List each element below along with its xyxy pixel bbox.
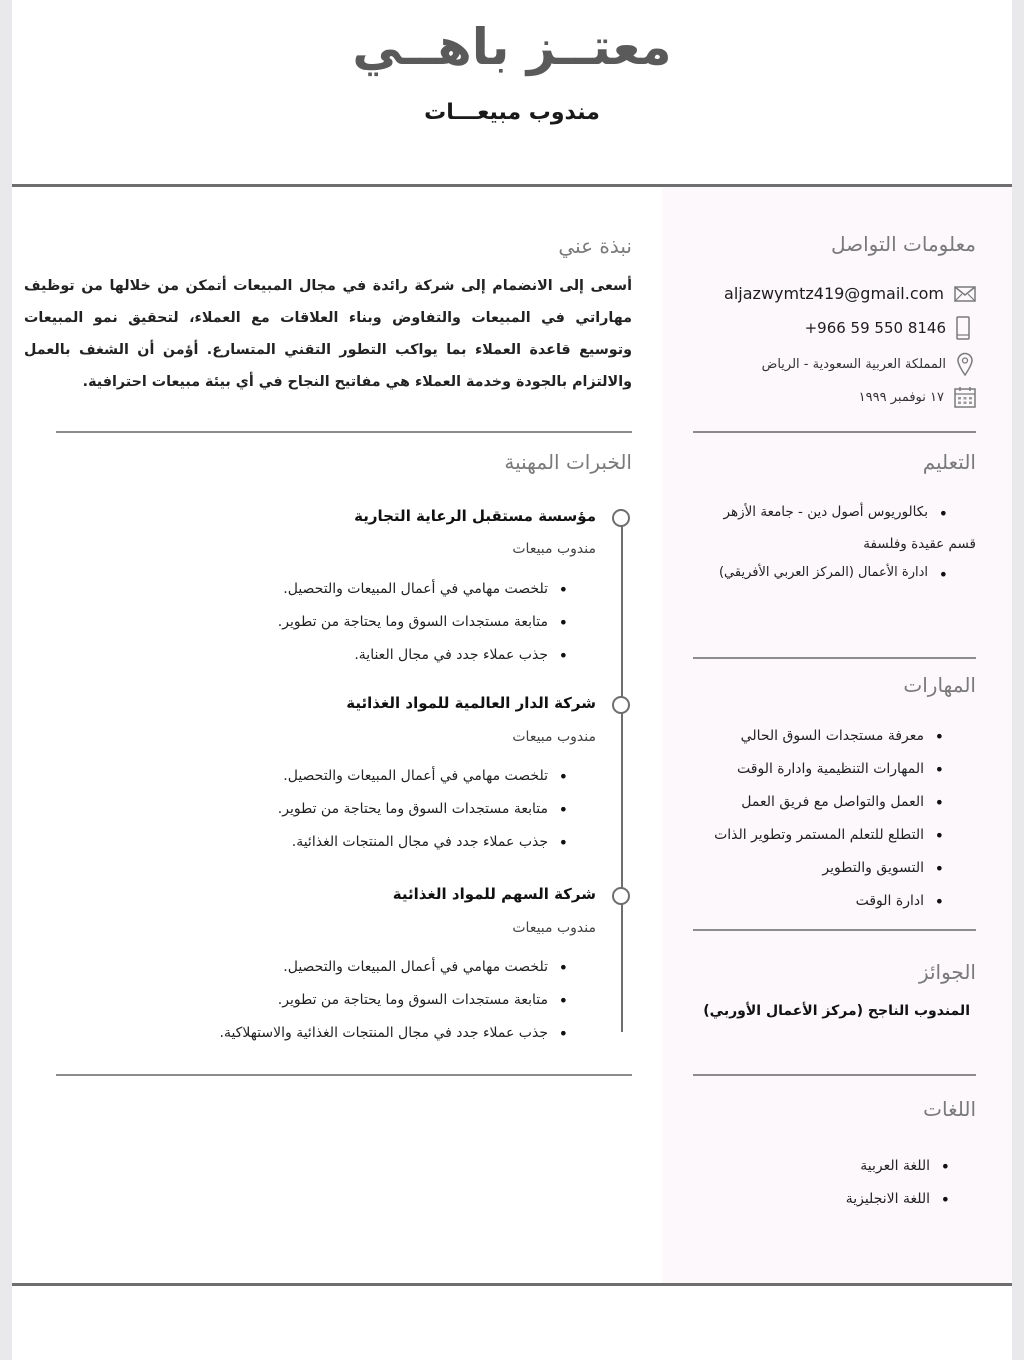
education-section-title: التعليم — [922, 450, 976, 474]
birthdate-value: ١٧ نوفمبر ١٩٩٩ — [858, 389, 944, 405]
job-duty-item: • متابعة مستجدات السوق وما يحتاجة من تطوير. — [278, 606, 574, 639]
job-duty-item: • تلخصت مهامي في أعمال المبيعات والتحصيل. — [220, 951, 575, 984]
candidate-name: معتــز باهــي — [352, 18, 672, 76]
skill-item: • العمل والتواصل مع فريق العمل — [714, 786, 950, 819]
job-duty-item: • جذب عملاء جدد في مجال العناية. — [278, 639, 574, 672]
experience-section-title: الخبرات المهنية — [504, 450, 632, 474]
about-section-title: نبذة عني — [558, 234, 632, 258]
about-paragraph: أسعى إلى الانضمام إلى شركة رائدة في مجال المبيعات أتمكن من خلالها من توظيف مهاراتي في المبيعات والتفاوض وبناء العلاقات مع العملاء، لتحقيق نمو المبيعات وتوسيع قاعدة العملاء بما يواكب التطور التقني المتسارع. أؤمن أن الشغف بالعمل والالتزام بالجودة وخدمة العملاء هي مفاتيح النجاح في أي بيئة مبيعات احترافية. — [24, 278, 632, 390]
job-duties-list — [278, 760, 574, 859]
job-company: شركة الدار العالمية للمواد الغذائية — [346, 694, 596, 712]
contact-section-title: معلومات التواصل — [830, 232, 976, 256]
email-value[interactable]: aljazwymtz419@gmail.com — [724, 284, 944, 303]
timeline-node — [612, 887, 630, 905]
footer-divider — [12, 1283, 1012, 1286]
resume-page — [12, 0, 1012, 1360]
skill-item: • ادارة الوقت — [714, 885, 950, 918]
contact-birthdate-row — [859, 386, 976, 408]
sidebar-divider — [693, 431, 976, 433]
contact-email-row — [724, 284, 976, 303]
skill-item: • معرفة مستجدات السوق الحالي — [714, 720, 950, 753]
job-company: شركة السهم للمواد الغذائية — [392, 885, 596, 903]
location-pin-icon — [956, 352, 974, 376]
education-list — [724, 504, 955, 520]
languages-section-title: اللغات — [923, 1097, 976, 1121]
education-list-2 — [719, 565, 954, 580]
job-duty-item: • متابعة مستجدات السوق وما يحتاجة من تطوير. — [220, 984, 575, 1017]
mail-icon — [954, 286, 976, 302]
education-item: • بكالوريوس أصول دين - جامعة الأزهر — [724, 504, 955, 520]
phone-icon — [956, 316, 970, 340]
timeline-node — [612, 696, 630, 714]
skills-section-title: المهارات — [903, 673, 976, 697]
skill-item: • المهارات التنظيمية وادارة الوقت — [714, 753, 950, 786]
language-item: • اللغة الانجليزية — [846, 1183, 956, 1216]
job-duty-item: • متابعة مستجدات السوق وما يحتاجة من تطوير. — [278, 793, 574, 826]
contact-location-row — [762, 352, 974, 376]
job-duty-item: • تلخصت مهامي في أعمال المبيعات والتحصيل. — [278, 760, 574, 793]
sidebar-divider — [693, 929, 976, 931]
job-role: مندوب مبيعات — [512, 729, 596, 745]
contact-phone-row — [805, 316, 970, 340]
sidebar-divider — [693, 1074, 976, 1076]
skills-list — [714, 720, 950, 918]
experience-timeline — [621, 517, 623, 1032]
education-item: • ادارة الأعمال (المركز العربي الأفريقي) — [719, 565, 954, 580]
calendar-icon — [954, 386, 976, 408]
skill-item: • التسويق والتطوير — [714, 852, 950, 885]
sidebar-divider — [693, 657, 976, 659]
job-duties-list — [278, 573, 574, 672]
job-duty-item: • تلخصت مهامي في أعمال المبيعات والتحصيل. — [278, 573, 574, 606]
job-role: مندوب مبيعات — [512, 920, 596, 936]
job-company: مؤسسة مستقبل الرعاية التجارية — [354, 507, 596, 525]
job-role: مندوب مبيعات — [512, 541, 596, 557]
main-divider — [56, 1074, 632, 1076]
language-item: • اللغة العربية — [846, 1150, 956, 1183]
location-value: المملكة العربية السعودية - الرياض — [761, 356, 946, 372]
languages-list — [846, 1150, 956, 1216]
skill-item: • التطلع للتعلم المستمر وتطوير الذات — [714, 819, 950, 852]
job-duty-item: • جذب عملاء جدد في مجال المنتجات الغذائية والاستهلاكية. — [220, 1017, 575, 1050]
timeline-node — [612, 509, 630, 527]
award-item: المندوب الناجح (مركز الأعمال الأوربي) — [703, 1003, 970, 1019]
job-duty-item: • جذب عملاء جدد في مجال المنتجات الغذائية. — [278, 826, 574, 859]
awards-section-title: الجوائز — [918, 960, 976, 984]
main-divider — [56, 431, 632, 433]
education-item-subline: قسم عقيدة وفلسفة — [863, 536, 976, 552]
phone-value[interactable]: +966 59 550 8146 — [804, 319, 946, 337]
job-duties-list — [220, 951, 575, 1050]
job-title: مندوب مبيعـــات — [424, 100, 600, 125]
